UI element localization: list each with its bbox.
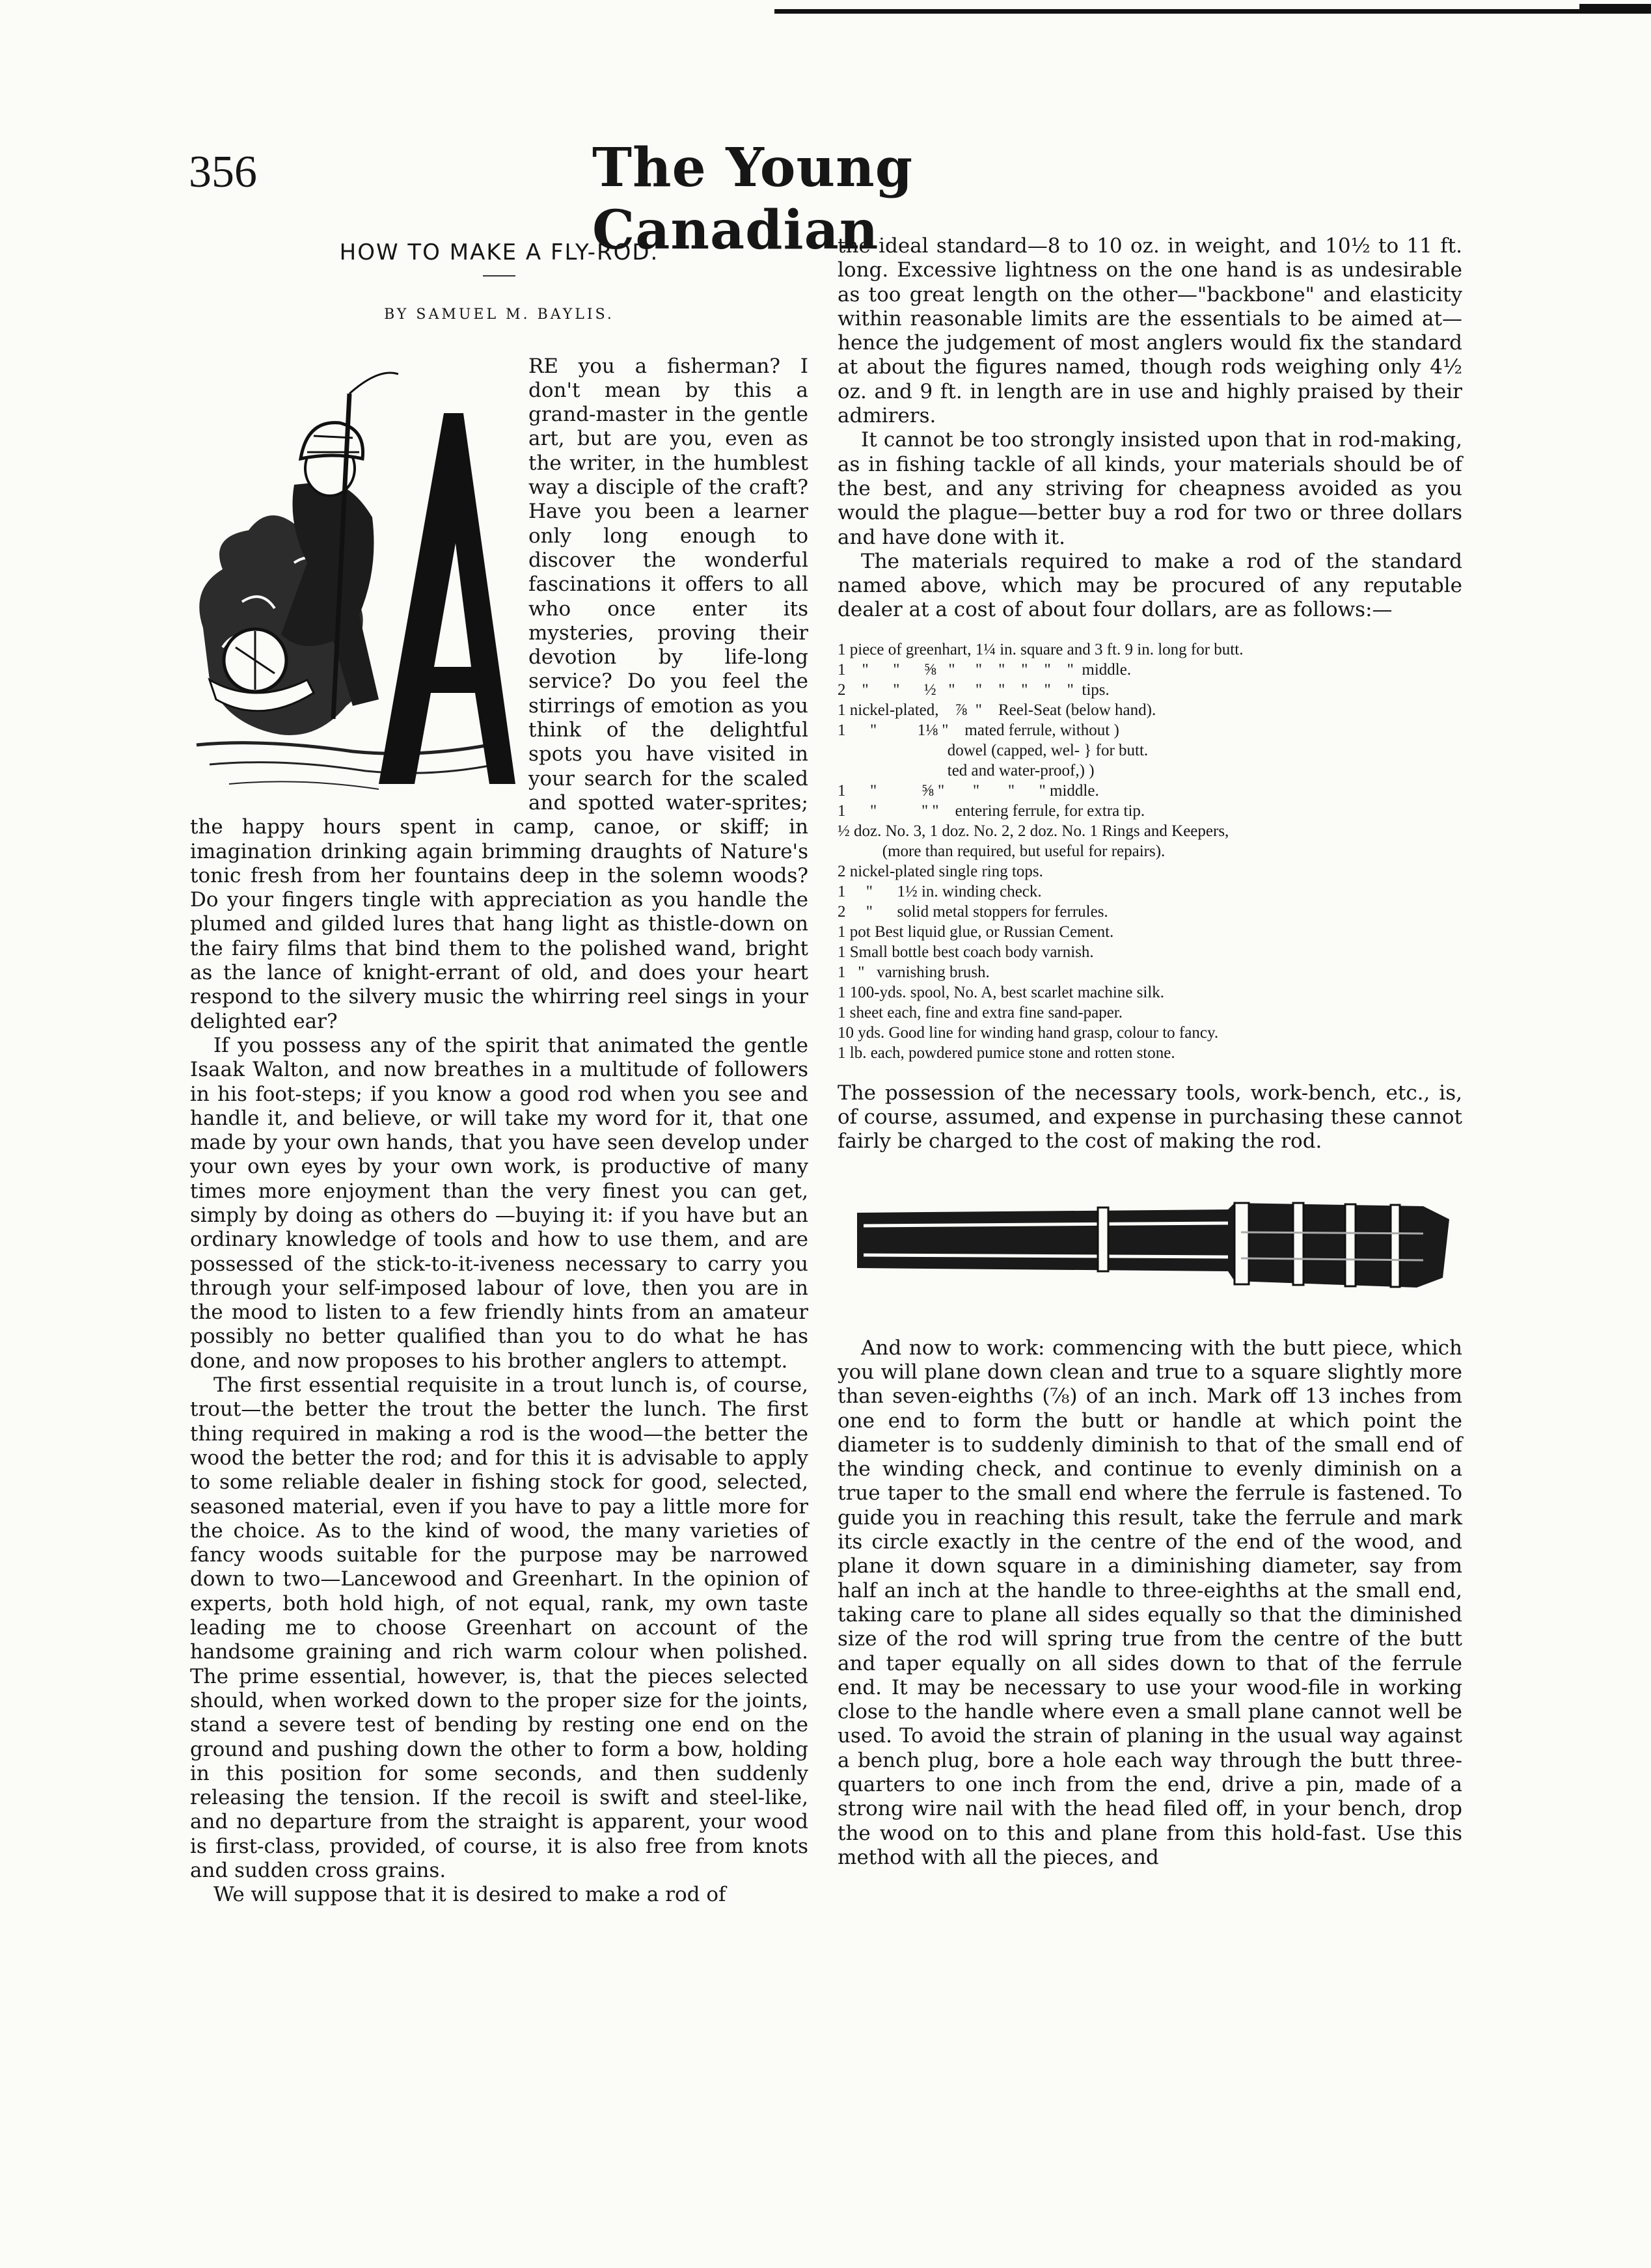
paragraph-1: RE you a fisherman? I don't mean by this a grand-master in the gentle art, but are you, even as the writer, in the humblest way a disciple of the craft? Have you been a learner only long enough to discover the wonderful fascinations it offers to all who once enter its mysteries, proving their devotion by life-long service? Do you feel the stirrings of emotion as you think of the delightful spots you have visited in your search for the scaled and spotted water-sprites; the happy hours spent in camp, canoe, or skiff; in imagination drinking again brimming draughts of Nature's tonic fresh from her fountains deep in the solemn woods? Do your fingers tingle with appreciation as you handle the plumed and gilded lures that hang light as thistle-down on the fairy films that bind them to the polished wand, bright as the lance of knight-errant of old, and does your heart respond to the silvery music the whirring reel sings in your delighted ear? bbox=[190, 354, 808, 1033]
paragraph-9: And now to work: commencing with the butt piece, which you will plane down clean and true to a square slightly more than seven-eighths (⅞) of an inch. Mark off 13 inches from one end to form the butt or handle at which point the diameter is to suddenly diminish to that of the small end of the winding check, and continue to evenly diminish on a true taper to the small end where the ferrule is fastened. To guide you in reaching this result, take the ferrule and mark its circle exactly in the centre of the end of the wood, and plane it down square in a diminishing diameter, say from half an inch at the handle to three-eighths at the small end, taking care to plane all sides equally so that the diminished size of the rod will spring true from the centre of the butt and taper equally on all sides down to that of the ferrule end. It may be necessary to use your wood-file in working close to the handle where even a small plane cannot well be used. To avoid the strain of planing in the usual way against a bench plug, bore a hole each way through the butt three-quarters to one inch from the end, drive a pin, made of a strong wire nail with the head filed off, in your bench, drop the wood on to this and plane from this hold-fast. Use this method with all the pieces, and bbox=[838, 1336, 1462, 1869]
top-rule bbox=[774, 9, 1651, 14]
rod-butt-illustration bbox=[838, 1174, 1462, 1304]
list-item: 1 pot Best liquid glue, or Russian Cement. bbox=[838, 923, 1114, 941]
list-item: 1 Small bottle best coach body varnish. bbox=[838, 943, 1094, 961]
list-item: ted and water-proof,) ) bbox=[838, 761, 1095, 779]
title-rule bbox=[483, 275, 515, 277]
list-item: 10 yds. Good line for winding hand grasp, colour to fancy. bbox=[838, 1023, 1219, 1042]
list-item: dowel (capped, wel- } for butt. bbox=[838, 741, 1149, 759]
list-item: 1 lb. each, powdered pumice stone and rotten stone. bbox=[838, 1044, 1175, 1062]
list-item: 1 " " " entering ferrule, for extra tip. bbox=[838, 802, 1145, 820]
paragraph-8: The possession of the necessary tools, work-bench, etc., is, of course, assumed, and expense in purchasing these cannot fairly be charged to the cost of making the rod. bbox=[838, 1081, 1462, 1154]
fisherman-drop-cap-image bbox=[184, 355, 522, 803]
paragraph-4: We will suppose that it is desired to make a rod of bbox=[213, 1883, 726, 1907]
list-item: 1 piece of greenhart, 1¼ in. square and 3 ft. 9 in. long for butt. bbox=[838, 640, 1244, 658]
rod-butt-image bbox=[838, 1174, 1462, 1304]
left-column bbox=[190, 234, 808, 1908]
list-item: (more than required, but useful for repairs). bbox=[838, 842, 1166, 860]
running-title: The Young Canadian bbox=[592, 137, 914, 262]
list-item: 2 " " ½ " " " " " " tips. bbox=[838, 681, 1110, 699]
list-item: 1 100-yds. spool, No. A, best scarlet machine silk. bbox=[838, 983, 1165, 1001]
list-item: 1 " varnishing brush. bbox=[838, 963, 990, 981]
page-number: 356 bbox=[189, 147, 257, 197]
paragraph-7: The materials required to make a rod of the standard named above, which may be procured of any reputable dealer at a cost of about four dollars, are as follows:— bbox=[838, 549, 1462, 622]
list-item: 1 " ⅝ " " " " middle. bbox=[838, 781, 1099, 800]
byline: BY SAMUEL M. BAYLIS. bbox=[384, 306, 614, 323]
materials-list bbox=[838, 640, 1462, 1063]
paragraph-5: the ideal standard—8 to 10 oz. in weight, and 10½ to 11 ft. long. Excessive lightness on the one hand is as undesirable as too great length on the other—"backbone" and elasticity within reasonable limits are the essentials to be aimed at—hence the judgement of most anglers would fix the standard at about the figures named, though rods weighing only 4½ oz. and 9 ft. in length are in use and highly praised by their admirers. bbox=[838, 234, 1462, 428]
list-item: 1 " " ⅝ " " " " " " middle. bbox=[838, 660, 1132, 679]
list-item: 1 sheet each, fine and extra fine sand-paper. bbox=[838, 1003, 1123, 1021]
fisherman-illustration bbox=[184, 355, 522, 803]
paragraph-6: It cannot be too strongly insisted upon that in rod-making, as in fishing tackle of all kinds, your materials should be of the best, and any striving for cheapness avoided as you would the plague—better buy a rod for two or three dollars and have done with it. bbox=[838, 428, 1462, 549]
list-item: 2 nickel-plated single ring tops. bbox=[838, 862, 1043, 880]
paragraph-2: If you possess any of the spirit that animated the gentle Isaak Walton, and now breathes in a multitude of followers in his foot-steps; if you know a good rod when you see and handle it, and believe, or will take my word for it, that one made by your own hands, that you have seen develop under your own eyes by your own work, is productive of many times more enjoyment than the very finest you can get, simply by doing as others do —buying it: if you have but an ordinary knowledge of tools and how to use them, and are possessed of the stick-to-it-iveness necessary to carry you through your self-imposed labour of love, then you are in the mood to listen to a few friendly hints from an amateur possibly no better qualified than you to do what he has done, and now proposes to his brother anglers to attempt. bbox=[190, 1033, 808, 1373]
list-item: 1 nickel-plated, ⅞ " Reel-Seat (below hand). bbox=[838, 701, 1156, 719]
right-column bbox=[838, 234, 1462, 1870]
top-rule-cap bbox=[1579, 4, 1651, 13]
article-title: HOW TO MAKE A FLY-ROD. bbox=[339, 239, 659, 265]
list-item: 1 " 1½ in. winding check. bbox=[838, 882, 1042, 900]
list-item: 2 " solid metal stoppers for ferrules. bbox=[838, 902, 1108, 921]
list-item: ½ doz. No. 3, 1 doz. No. 2, 2 doz. No. 1 Rings and Keepers, bbox=[838, 822, 1229, 840]
list-item: 1 " 1⅛ " mated ferrule, without ) bbox=[838, 721, 1119, 739]
paragraph-3: The first essential requisite in a trout lunch is, of course, trout—the better the trout the better the lunch. The first thing required in making a rod is the wood—the better the wood the better the rod; and for this it is advisable to apply to some reliable dealer in fishing stock for good, selected, seasoned material, even if you have to pay a little more for the choice. As to the kind of wood, the many varieties of fancy woods suitable for the purpose may be narrowed down to two—Lancewood and Greenhart. In the opinion of experts, both hold high, of not equal, rank, my own taste leading me to choose Greenhart on account of the handsome graining and rich warm colour when polished. The prime essential, however, is, that the pieces selected should, when worked down to the proper size for the joints, stand a severe test of bending by resting one end on the ground and pushing down the other to form a bow, holding in this position for some seconds, and then suddenly releasing the tension. If the recoil is swift and steel-like, and no departure from the straight is apparent, your wood is first-class, provided, of course, it is also free from knots and sudden cross grains. bbox=[190, 1373, 808, 1882]
